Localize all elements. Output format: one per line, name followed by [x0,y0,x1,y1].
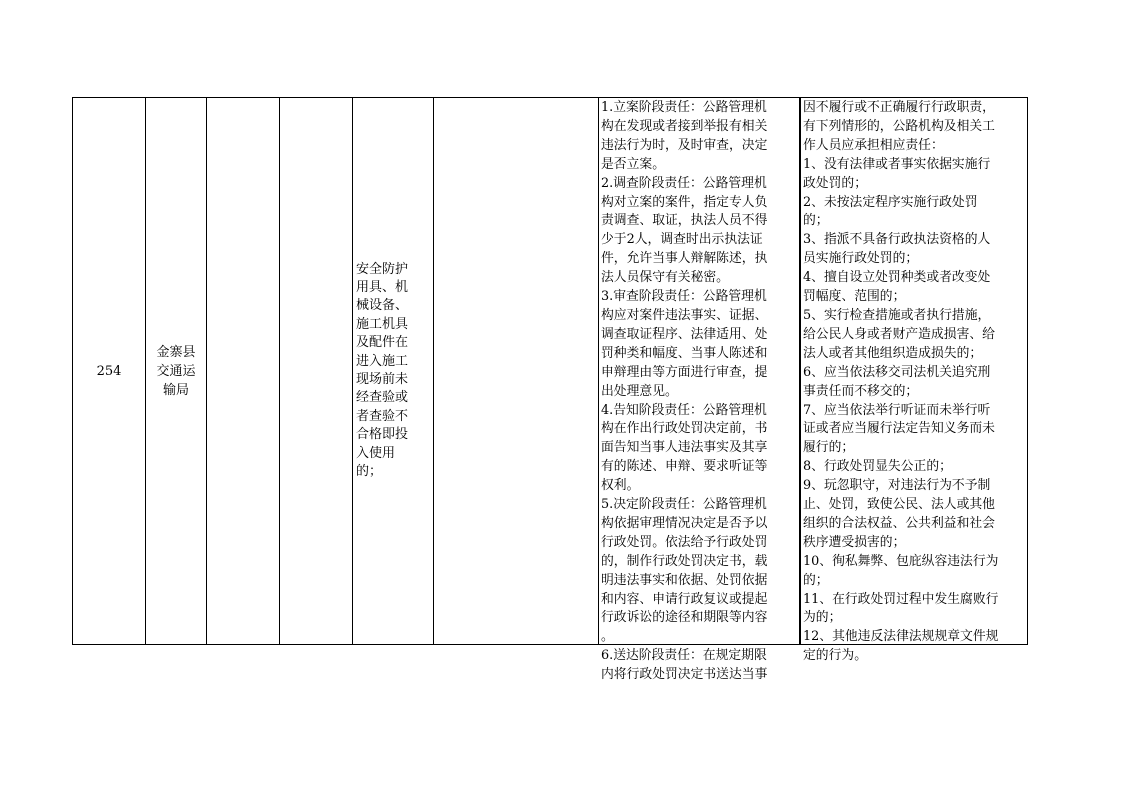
liability-line: 作人员应承担相应责任： [803,137,944,153]
liability-line: 9、玩忽职守，对违法行为不予制 [803,478,991,494]
liability-line: 12、其他违反法律法规规章文件规 [803,629,999,645]
violation-condition-text [356,261,430,482]
department-line: 金寨县 [156,344,196,360]
condition-line: 合格即投 [356,427,409,443]
liability-line: 10、徇私舞弊、包庇纵容违法行为 [803,553,999,569]
condition-line: 入使用 [356,445,396,461]
liability-line: 3、指派不具备行政执法资格的人 [803,232,991,248]
liability-line: 事责任而不移交的； [803,383,919,399]
empty-cell-2 [280,98,353,645]
duty-line: 违法行为时，及时审查，决定 [601,137,768,153]
liability-line: 组织的合法权益、公共利益和社会 [803,515,995,531]
duty-line: 的，制作行政处罚决定书，载 [601,553,768,569]
liability-line: 8、行政处罚显失公正的； [803,459,952,475]
duty-line: 出处理意见。 [601,383,678,399]
department-cell [146,98,207,645]
liability-line: 5、实行检查措施或者执行措施， [803,307,991,323]
condition-line: 用具、机 [356,279,409,295]
duty-line: 构在发现或者接到举报有相关 [601,118,768,134]
liability-cell [800,98,1028,664]
liability-line: 证或者应当履行法定告知义务而未 [803,421,995,437]
duty-line: 权利。 [601,478,640,494]
liability-line: 罚幅度、范围的； [803,289,906,305]
duty-line: 法人员保守有关秘密。 [601,270,729,286]
penalty-table [72,97,1028,683]
duty-line: 罚种类和幅度、当事人陈述和 [601,345,768,361]
duty-line: 调查取证程序、法律适用、处 [601,326,768,342]
liability-line: 员实施行政处罚的； [803,251,919,267]
duty-line: 行政诉讼的途径和期限等内容 [601,610,768,626]
duty-line: 5.决定阶段责任：公路管理机 [601,497,767,513]
condition-line: 的； [356,464,383,480]
empty-cell-1 [207,98,280,645]
condition-line: 现场前未 [356,372,409,387]
department-text [146,343,206,400]
liability-line: 2、未按法定程序实施行政处罚 [803,194,978,210]
duty-line: 6.送达阶段责任：在规定期限 [601,648,767,664]
condition-line: 施工机具 [356,316,409,332]
duty-line: 4.告知阶段责任：公路管理机 [601,402,767,418]
duty-line: 件，允许当事人辩解陈述，执 [601,251,768,267]
duty-line: 有的陈述、申辩、要求听证等 [601,459,768,475]
department-line: 输局 [162,382,189,398]
liability-line: 有下列情形的，公路机构及相关工 [803,118,995,134]
liability-line: 11、在行政处罚过程中发生腐败行 [803,591,999,607]
liability-line: 的； [803,213,829,229]
duty-line: 。 [601,629,614,645]
duty-line: 1.立案阶段责任：公路管理机 [601,100,767,115]
department-line: 交通运 [156,363,196,379]
condition-line: 进入施工 [356,353,409,369]
liability-line: 给公民人身或者财产造成损害、给 [803,326,995,342]
liability-line: 履行的； [803,440,855,456]
liability-line: 7、应当依法举行听证而未举行听 [803,402,991,418]
duty-line: 构依据审理情况决定是否予以 [601,515,768,531]
duty-line: 内将行政处罚决定书送达当事 [601,667,768,683]
liability-text [803,98,1025,666]
duty-line: 是否立案。 [601,156,665,172]
condition-line: 械设备、 [356,298,409,314]
condition-line: 安全防护 [356,261,409,277]
liability-line: 止、处罚，致使公民、法人或其他 [803,497,995,513]
liability-line: 政处罚的； [803,175,867,191]
liability-line: 的； [803,572,829,588]
duty-line: 责调查、取证，执法人员不得 [601,213,768,229]
duty-line: 构在作出行政处罚决定前，书 [601,421,768,437]
duty-line: 2.调查阶段责任：公路管理机 [601,175,767,191]
row-number: 254 [73,98,146,645]
duty-line: 申辩理由等方面进行审查，提 [601,364,768,380]
liability-line: 4、擅自设立处罚种类或者改变处 [803,270,991,286]
condition-line: 及配件在 [356,335,409,351]
duty-line: 面告知当事人违法事实及其享 [601,440,768,456]
empty-cell-3 [434,98,599,645]
liability-line: 1、没有法律或者事实依据实施行 [803,156,991,172]
duty-cell [599,98,801,683]
liability-line: 为的； [803,610,842,626]
condition-line: 者查验不 [356,408,409,424]
duty-line: 明违法事实和依据、处罚依据 [601,572,768,588]
table-row [73,98,1028,645]
duty-line: 和内容、申请行政复议或提起 [601,591,768,607]
liability-line: 秩序遭受损害的； [803,534,906,550]
liability-line: 因不履行或不正确履行行政职责， [803,100,995,115]
duty-line: 构对立案的案件，指定专人负 [601,194,768,210]
duty-line: 3.审查阶段责任：公路管理机 [601,289,767,305]
condition-line: 经查验或 [356,390,409,406]
liability-line: 定的行为。 [803,648,867,664]
violation-condition-cell [353,98,434,645]
duty-line: 行政处罚。依法给予行政处罚 [601,534,768,550]
duty-text [601,98,797,685]
duty-line: 少于2人，调查时出示执法证 [601,232,763,248]
duty-line: 构应对案件违法事实、证据、 [601,307,768,323]
liability-line: 6、应当依法移交司法机关追究刑 [803,364,991,380]
liability-line: 法人或者其他组织造成损失的； [803,345,983,361]
